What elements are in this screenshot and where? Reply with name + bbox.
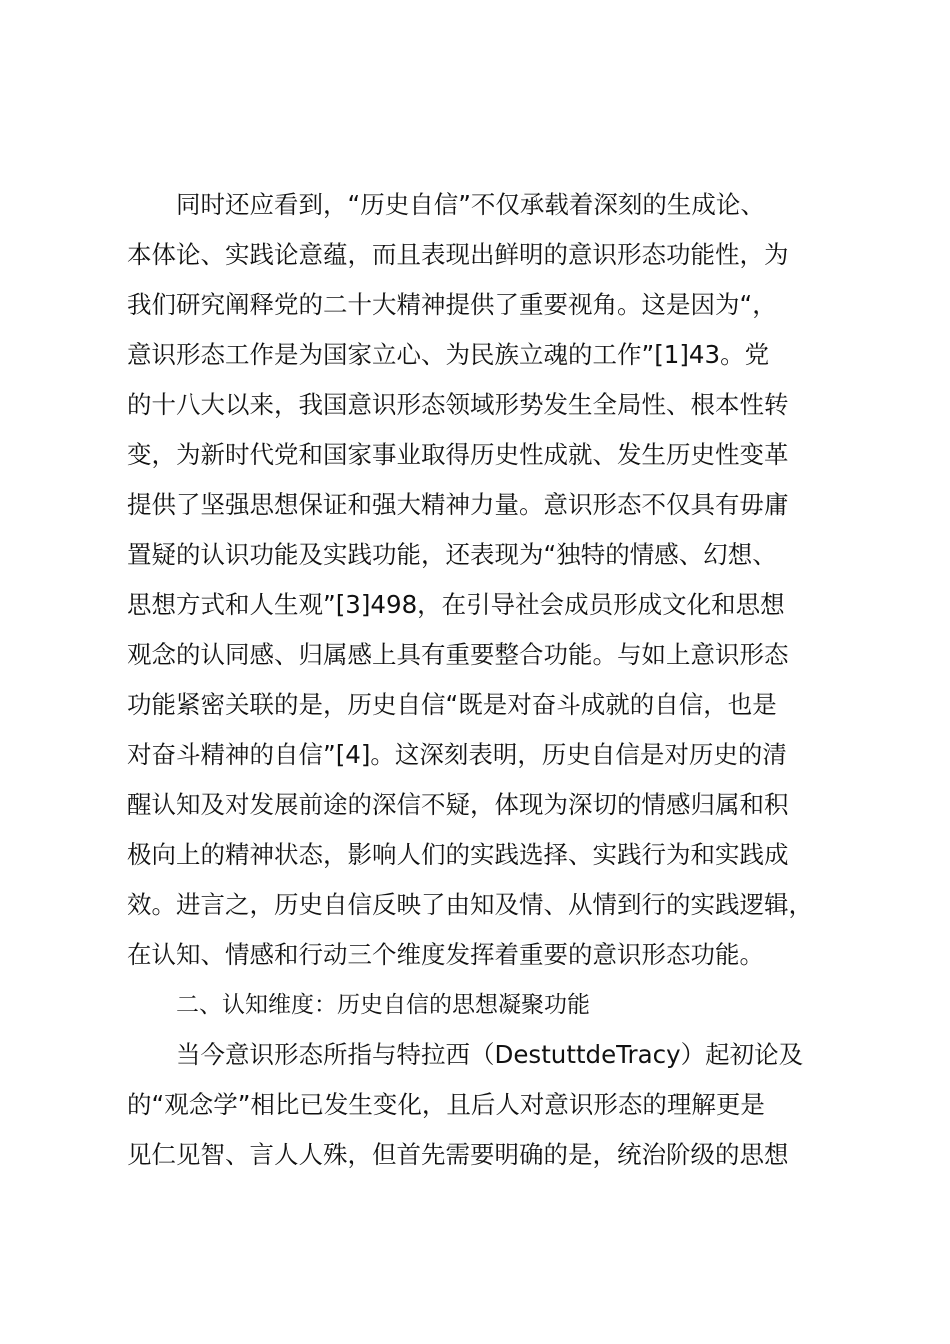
paragraph-line: 观念的认同感、归属感上具有重要整合功能。与如上意识形态 <box>127 640 789 669</box>
paragraph-line: 的“观念学”相比已发生变化，且后人对意识形态的理解更是 <box>127 1090 765 1119</box>
paragraph-line: 变，为新时代党和国家事业取得历史性成就、发生历史性变革 <box>127 440 789 469</box>
paragraph-line: 极向上的精神状态，影响人们的实践选择、实践行为和实践成 <box>127 840 789 869</box>
paragraph-line: 置疑的认识功能及实践功能，还表现为“独特的情感、幻想、 <box>127 540 777 569</box>
paragraph-line: 效。进言之，历史自信反映了由知及情、从情到行的实践逻辑， <box>127 890 813 919</box>
paragraph-line: 功能紧密关联的是，历史自信“既是对奋斗成就的自信，也是 <box>127 690 777 719</box>
paragraph-line: 我们研究阐释党的二十大精神提供了重要视角。这是因为“， <box>127 290 777 319</box>
paragraph-line: 的十八大以来，我国意识形态领域形势发生全局性、根本性转 <box>127 390 789 419</box>
paragraph-line: 意识形态工作是为国家立心、为民族立魂的工作”[1]43。党 <box>127 340 770 369</box>
paragraph-line: 对奋斗精神的自信”[4]。这深刻表明，历史自信是对历史的清 <box>127 740 787 769</box>
paragraph-line: 当今意识形态所指与特拉西（DestuttdeTracy）起初论及 <box>176 1040 804 1069</box>
paragraph-line: 本体论、实践论意蕴，而且表现出鲜明的意识形态功能性，为 <box>127 240 789 269</box>
paragraph-line: 思想方式和人生观”[3]498，在引导社会成员形成文化和思想 <box>127 590 785 619</box>
paragraph-line: 醒认知及对发展前途的深信不疑，体现为深切的情感归属和积 <box>127 790 789 819</box>
paragraph-line: 在认知、情感和行动三个维度发挥着重要的意识形态功能。 <box>127 940 764 969</box>
paragraph-line: 提供了坚强思想保证和强大精神力量。意识形态不仅具有毋庸 <box>127 490 789 519</box>
body-text <box>127 180 847 1180</box>
paragraph-line: 见仁见智、言人人殊，但首先需要明确的是，统治阶级的思想 <box>127 1140 789 1169</box>
section-heading: 二、认知维度：历史自信的思想凝聚功能 <box>176 992 590 1018</box>
paragraph-line: 同时还应看到，“历史自信”不仅承载着深刻的生成论、 <box>176 190 765 219</box>
